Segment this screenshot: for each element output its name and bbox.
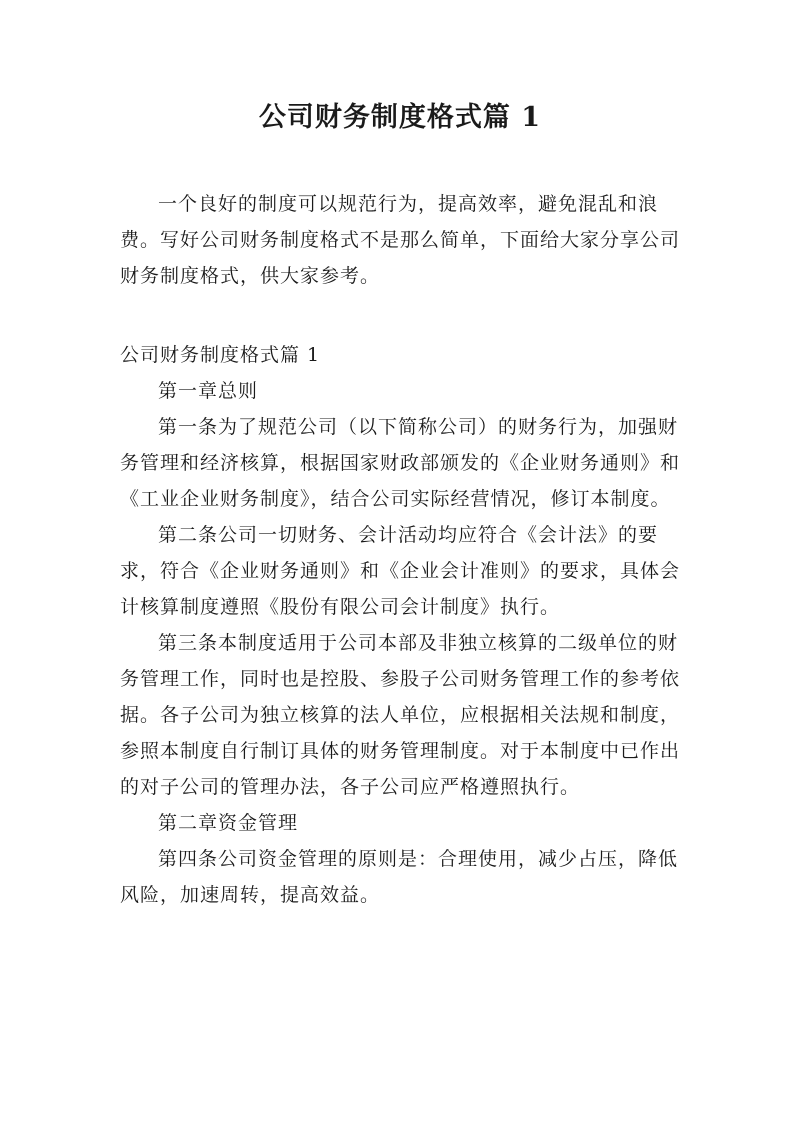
- document-body: [120, 337, 690, 913]
- chapter-heading: 第二章资金管理: [158, 812, 299, 834]
- body-paragraph: 第二条公司一切财务、会计活动均应符合《会计法》的要求，符合《企业财务通则》和《企业会计准则》的要求，具体会计核算制度遵照《股份有限公司会计制度》执行。: [120, 524, 681, 618]
- intro-paragraph: 一个良好的制度可以规范行为，提高效率，避免混乱和浪费。写好公司财务制度格式不是那么简单，下面给大家分享公司财务制度格式，供大家参考。: [120, 193, 681, 287]
- body-paragraph: 第一条为了规范公司（以下简称公司）的财务行为，加强财务管理和经济核算，根据国家财政部颁发的《企业财务通则》和《工业企业财务制度》，结合公司实际经营情况，修订本制度。: [120, 416, 681, 510]
- body-paragraph: 第三条本制度适用于公司本部及非独立核算的二级单位的财务管理工作，同时也是控股、参股子公司财务管理工作的参考依据。各子公司为独立核算的法人单位，应根据相关法规和制度，参照本制度自行制订具体的财务管理制度。对于本制度中已作出的对子公司的管理办法，各子公司应严格遵照执行。: [120, 632, 681, 798]
- chapter-heading: 第一章总则: [158, 380, 259, 402]
- body-paragraph: 第四条公司资金管理的原则是：合理使用，减少占压，降低风险，加速周转，提高效益。: [120, 848, 679, 906]
- document-title: 公司财务制度格式篇 1: [258, 102, 542, 133]
- section-heading: 公司财务制度格式篇 1: [120, 344, 321, 366]
